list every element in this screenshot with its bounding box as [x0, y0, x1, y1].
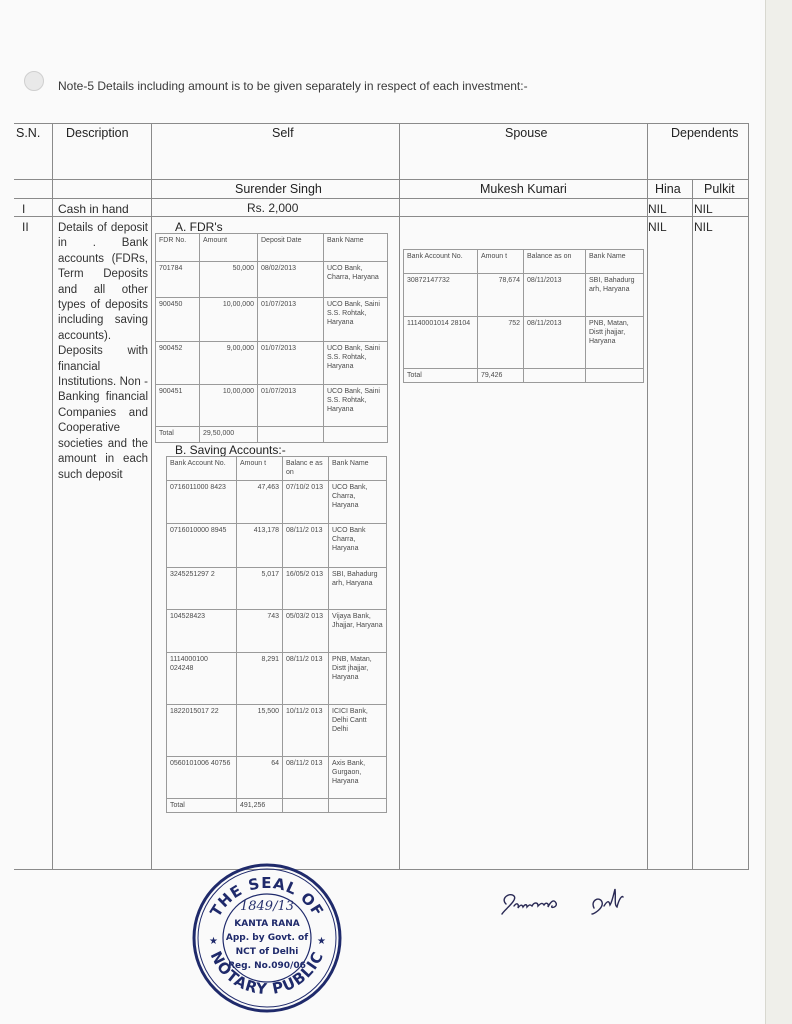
table-cell: 08/11/2 013 [283, 653, 329, 705]
table-cell: 10,00,000 [200, 385, 258, 427]
column-header: Bank Name [324, 234, 388, 262]
seal-top-text: THE SEAL OF [206, 873, 328, 921]
header-rule [14, 179, 749, 180]
table-row [156, 385, 388, 427]
table-row [404, 274, 644, 317]
savings-header-row [167, 457, 387, 481]
header-description: Description [66, 126, 129, 140]
seal-line-3: NCT of Delhi [235, 947, 299, 957]
column-header: Bank Name [586, 250, 644, 274]
row1-sn: I [22, 202, 26, 216]
table-cell: 5,017 [237, 568, 283, 610]
table-cell: UCO Bank, Charra, Haryana [324, 262, 388, 298]
col-rule-self [399, 123, 400, 869]
table-cell: 08/11/2013 [524, 317, 586, 369]
table-cell: 1114000100 024248 [167, 653, 237, 705]
table-cell: 11140001014 28104 [404, 317, 478, 369]
column-header: FDR No. [156, 234, 200, 262]
column-header: Bank Account No. [167, 457, 237, 481]
table-cell: UCO Bank Charra, Haryana [329, 524, 387, 568]
savings-table [166, 456, 387, 813]
header-dependents: Dependents [671, 126, 739, 140]
table-cell: PNB, Matan, Distt jhajjar, Haryana [586, 317, 644, 369]
table-cell: 01/07/2013 [258, 385, 324, 427]
table-cell: 30872147732 [404, 274, 478, 317]
row2-sn: II [22, 220, 29, 234]
table-cell: 900451 [156, 385, 200, 427]
table-cell: 50,000 [200, 262, 258, 298]
table-cell: 05/03/2 013 [283, 610, 329, 653]
page-edge [765, 0, 792, 1024]
total-label: Total [167, 799, 237, 813]
column-header: Balance as on [524, 250, 586, 274]
table-row [156, 342, 388, 385]
col-rule-sn [52, 123, 53, 869]
table-cell: UCO Bank, Saini S.S. Rohtak, Haryana [324, 342, 388, 385]
table-row [156, 262, 388, 298]
row1-dep2: NIL [694, 202, 713, 216]
fdr-header-row [156, 234, 388, 262]
table-cell: 08/02/2013 [258, 262, 324, 298]
names-rule [14, 198, 749, 199]
table-cell: PNB, Matan, Distt jhajjar, Haryana [329, 653, 387, 705]
total-value: 491,256 [237, 799, 283, 813]
table-row [404, 317, 644, 369]
table-cell: 900450 [156, 298, 200, 342]
column-header: Balanc e as on [283, 457, 329, 481]
table-cell: ICICI Bank, Delhi Cantt Delhi [329, 705, 387, 757]
spouse-accounts-table [403, 249, 644, 383]
row1-rule [14, 216, 749, 217]
seal-handwritten-number: 1849/13 [239, 899, 295, 914]
table-cell: 08/11/2 013 [283, 757, 329, 799]
table-cell: 413,178 [237, 524, 283, 568]
table-cell: 15,500 [237, 705, 283, 757]
total-value: 79,426 [478, 369, 524, 383]
signature [496, 874, 646, 924]
table-cell: SBI, Bahadurg arh, Haryana [586, 274, 644, 317]
table-cell: 01/07/2013 [258, 298, 324, 342]
table-cell: UCO Bank, Charra, Haryana [329, 481, 387, 524]
table-cell: UCO Bank, Saini S.S. Rohtak, Haryana [324, 385, 388, 427]
fdr-title: A. FDR's [175, 220, 223, 234]
col-rule-dep [692, 179, 693, 869]
table-row [167, 481, 387, 524]
total-label: Total [404, 369, 478, 383]
table-cell: 47,463 [237, 481, 283, 524]
row1-description: Cash in hand [58, 202, 129, 216]
table-cell: 0560101006 40756 [167, 757, 237, 799]
seal-bottom-text: NOTARY PUBLIC [206, 948, 328, 999]
header-sn: S.N. [16, 126, 41, 140]
header-self: Self [272, 126, 294, 140]
table-cell: 8,291 [237, 653, 283, 705]
column-header: Amount [200, 234, 258, 262]
column-header: Bank Account No. [404, 250, 478, 274]
header-spouse: Spouse [505, 126, 548, 140]
table-cell: 9,00,000 [200, 342, 258, 385]
column-header: Deposit Date [258, 234, 324, 262]
table-cell: 752 [478, 317, 524, 369]
table-cell: Vijaya Bank, Jhajjar, Haryana [329, 610, 387, 653]
table-row [167, 757, 387, 799]
table-cell: 701784 [156, 262, 200, 298]
name-dependent-2: Pulkit [704, 182, 735, 196]
table-top-rule [14, 123, 749, 124]
table-cell: SBI, Bahadurg arh, Haryana [329, 568, 387, 610]
table-cell: 10,00,000 [200, 298, 258, 342]
table-cell: 16/05/2 013 [283, 568, 329, 610]
table-cell: 08/11/2 013 [283, 524, 329, 568]
table-cell: 3245251297 2 [167, 568, 237, 610]
table-cell: 64 [237, 757, 283, 799]
col-rule-desc [151, 123, 152, 869]
row1-dep1: NIL [648, 202, 667, 216]
total-label: Total [156, 427, 200, 443]
total-row [156, 427, 388, 443]
seal-line-2: App. by Govt. of [225, 933, 309, 943]
name-spouse: Mukesh Kumari [480, 182, 567, 196]
fdr-table [155, 233, 388, 443]
total-row [404, 369, 644, 383]
spouse-header-row [404, 250, 644, 274]
table-cell: 01/07/2013 [258, 342, 324, 385]
row2-dep1: NIL [648, 220, 667, 234]
table-row [167, 653, 387, 705]
table-cell: 1822015017 22 [167, 705, 237, 757]
note-text: Note-5 Details including amount is to be given separately in respect of each investment:- [58, 79, 528, 93]
col-rule-right [748, 123, 749, 869]
table-bottom-rule [14, 869, 749, 870]
table-cell: 78,674 [478, 274, 524, 317]
table-row [167, 524, 387, 568]
savings-title: B. Saving Accounts:- [175, 443, 286, 457]
column-header: Amoun t [478, 250, 524, 274]
table-cell: 743 [237, 610, 283, 653]
table-row [156, 298, 388, 342]
seal-star-icon: ★ [317, 936, 326, 947]
column-header: Bank Name [329, 457, 387, 481]
name-dependent-1: Hina [655, 182, 681, 196]
col-rule-spouse [647, 123, 648, 869]
seal-name: KANTA RANA [234, 919, 300, 929]
table-cell: 0716010000 8945 [167, 524, 237, 568]
table-cell: 07/10/2 013 [283, 481, 329, 524]
table-cell: 104528423 [167, 610, 237, 653]
table-row [167, 568, 387, 610]
table-cell: 900452 [156, 342, 200, 385]
table-row [167, 610, 387, 653]
table-cell: 0716011000 8423 [167, 481, 237, 524]
total-value: 29,50,000 [200, 427, 258, 443]
table-cell: 08/11/2013 [524, 274, 586, 317]
seal-line-4: Reg. No.090/06 [228, 961, 306, 971]
total-row [167, 799, 387, 813]
table-row [167, 705, 387, 757]
row2-dep2: NIL [694, 220, 713, 234]
notary-seal [191, 862, 343, 1014]
punch-hole [24, 71, 44, 91]
name-self: Surender Singh [235, 182, 322, 196]
seal-star-icon: ★ [209, 936, 218, 947]
column-header: Amoun t [237, 457, 283, 481]
table-cell: 10/11/2 013 [283, 705, 329, 757]
row1-self-amount: Rs. 2,000 [247, 201, 299, 215]
row2-description: Details of deposit in . Bank accounts (FDRs, Term Deposits and all other types of deposits including saving accounts). Deposits with financial Institutions. Non - Banking financial Companies and Cooperative societies and the amount in each such deposit [58, 222, 148, 481]
table-cell: Axis Bank, Gurgaon, Haryana [329, 757, 387, 799]
table-cell: UCO Bank, Saini S.S. Rohtak, Haryana [324, 298, 388, 342]
